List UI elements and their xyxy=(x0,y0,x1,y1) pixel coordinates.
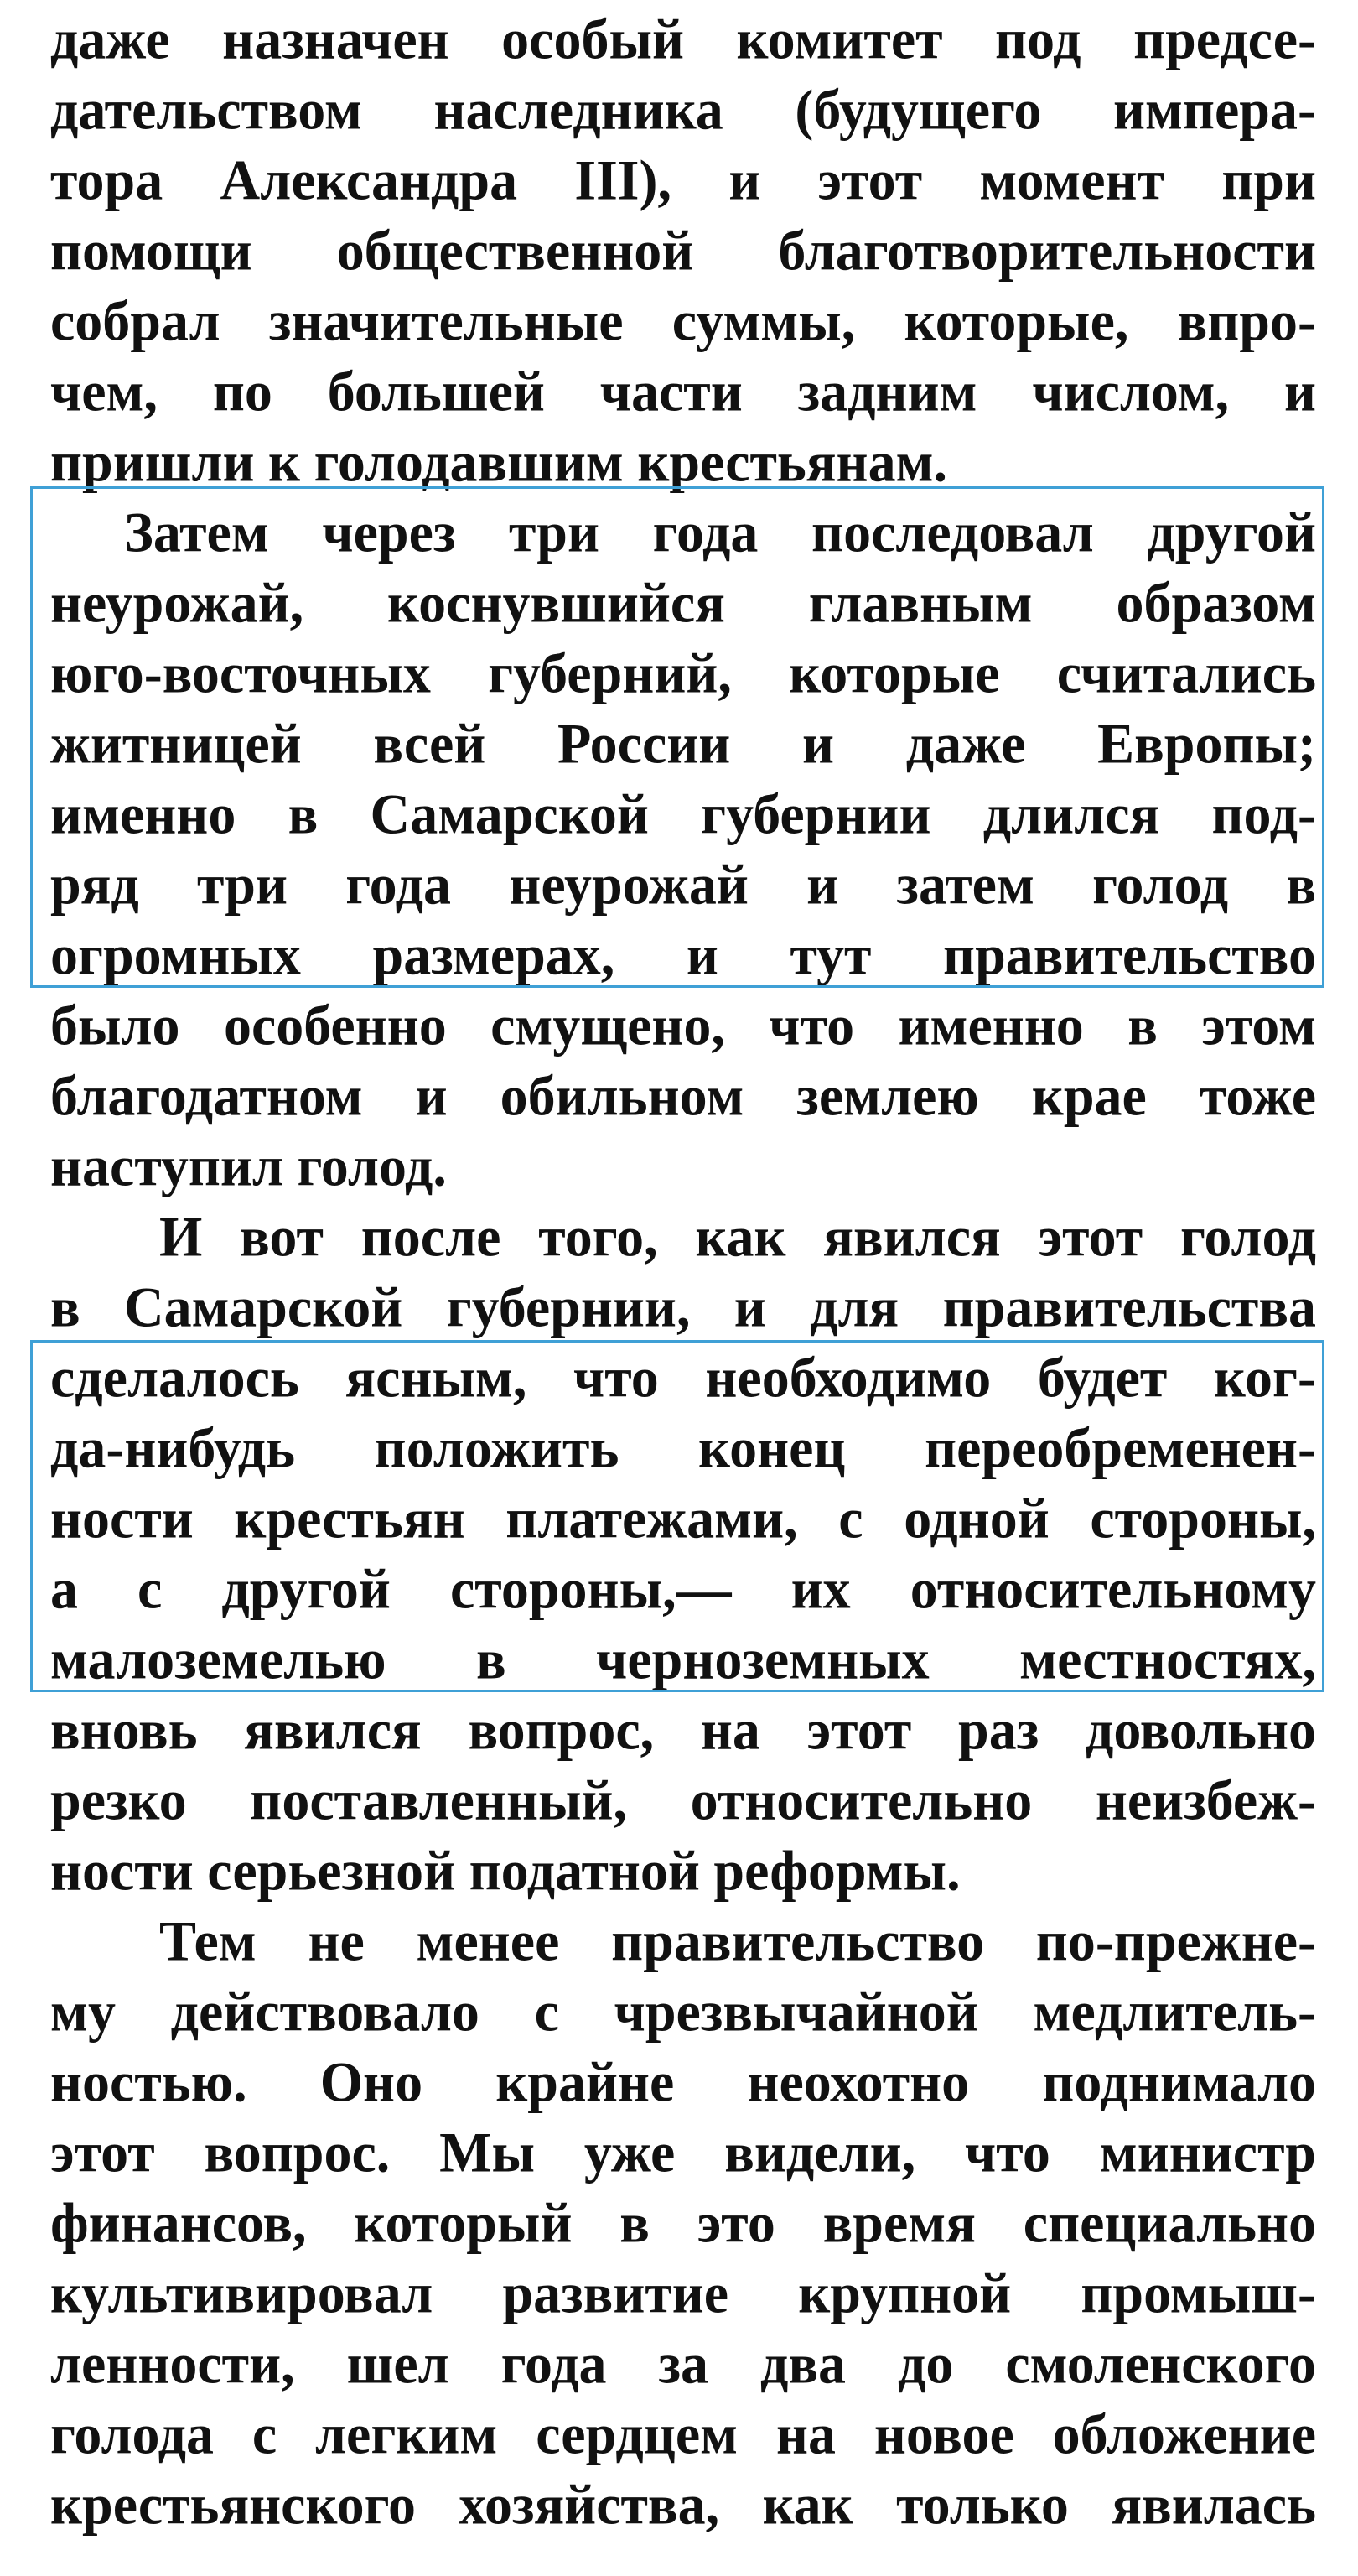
text-line: резко поставленный, относительно неизбеж- xyxy=(50,1769,1316,1832)
text-line: И вот после того, как явился этот голод xyxy=(159,1206,1316,1269)
text-line: малоземелью в черноземных местностях, xyxy=(50,1628,1316,1691)
text-line: а с другой стороны,— их относительному xyxy=(50,1558,1316,1621)
text-line: му действовало с чрезвычайной медлитель- xyxy=(50,1981,1316,2044)
text-line: было особенно смущено, что именно в этом xyxy=(50,995,1316,1057)
text-line: сделалось ясным, что необходимо будет ког- xyxy=(50,1347,1316,1410)
text-line: финансов, который в это время специально xyxy=(50,2192,1316,2255)
text-line: помощи общественной благотворительности xyxy=(50,220,1316,283)
text-line: чем, по большей части задним числом, и xyxy=(50,361,1316,423)
text-line: огромных размерах, и тут правительство xyxy=(50,924,1316,987)
text-line: дательством наследника (будущего импера- xyxy=(50,79,1316,142)
text-line: ряд три года неурожай и затем голод в xyxy=(50,854,1316,917)
text-line: ностью. Оно крайне неохотно поднимало xyxy=(50,2051,1316,2114)
text-line: ности крестьян платежами, с одной стороны, xyxy=(50,1488,1316,1550)
text-line: крестьянского хозяйства, как только явилась xyxy=(50,2474,1316,2537)
text-line: культивировал развитие крупной промыш- xyxy=(50,2262,1316,2325)
text-line: юго-восточных губерний, которые считались xyxy=(50,642,1316,705)
text-line: неурожай, коснувшийся главным образом xyxy=(50,572,1316,635)
text-line: Тем не менее правительство по-прежне- xyxy=(159,1910,1316,1973)
text-line: благодатном и обильном землею крае тоже xyxy=(50,1065,1316,1128)
text-line: голода с легким сердцем на новое обложение xyxy=(50,2403,1316,2466)
text-line: даже назначен особый комитет под предсе- xyxy=(50,8,1316,71)
text-line: наступил голод. xyxy=(50,1135,447,1198)
text-line: Затем через три года последовал другой xyxy=(124,501,1316,564)
text-line: собрал значительные суммы, которые, впро- xyxy=(50,290,1316,353)
text-line: в Самарской губернии, и для правительства xyxy=(50,1276,1316,1339)
text-line: ности серьезной податной реформы. xyxy=(50,1840,961,1903)
text-line: именно в Самарской губернии длился под- xyxy=(50,783,1316,846)
text-line: да-нибудь положить конец переобременен- xyxy=(50,1417,1316,1480)
text-line: тора Александра III), и этот момент при xyxy=(50,149,1316,212)
text-line: житницей всей России и даже Европы; xyxy=(50,713,1316,776)
text-line: этот вопрос. Мы уже видели, что министр xyxy=(50,2122,1316,2184)
text-line: ленности, шел года за два до смоленского xyxy=(50,2333,1316,2396)
text-line: вновь явился вопрос, на этот раз довольно xyxy=(50,1699,1316,1762)
text-line: пришли к голодавшим крестьянам. xyxy=(50,431,948,494)
